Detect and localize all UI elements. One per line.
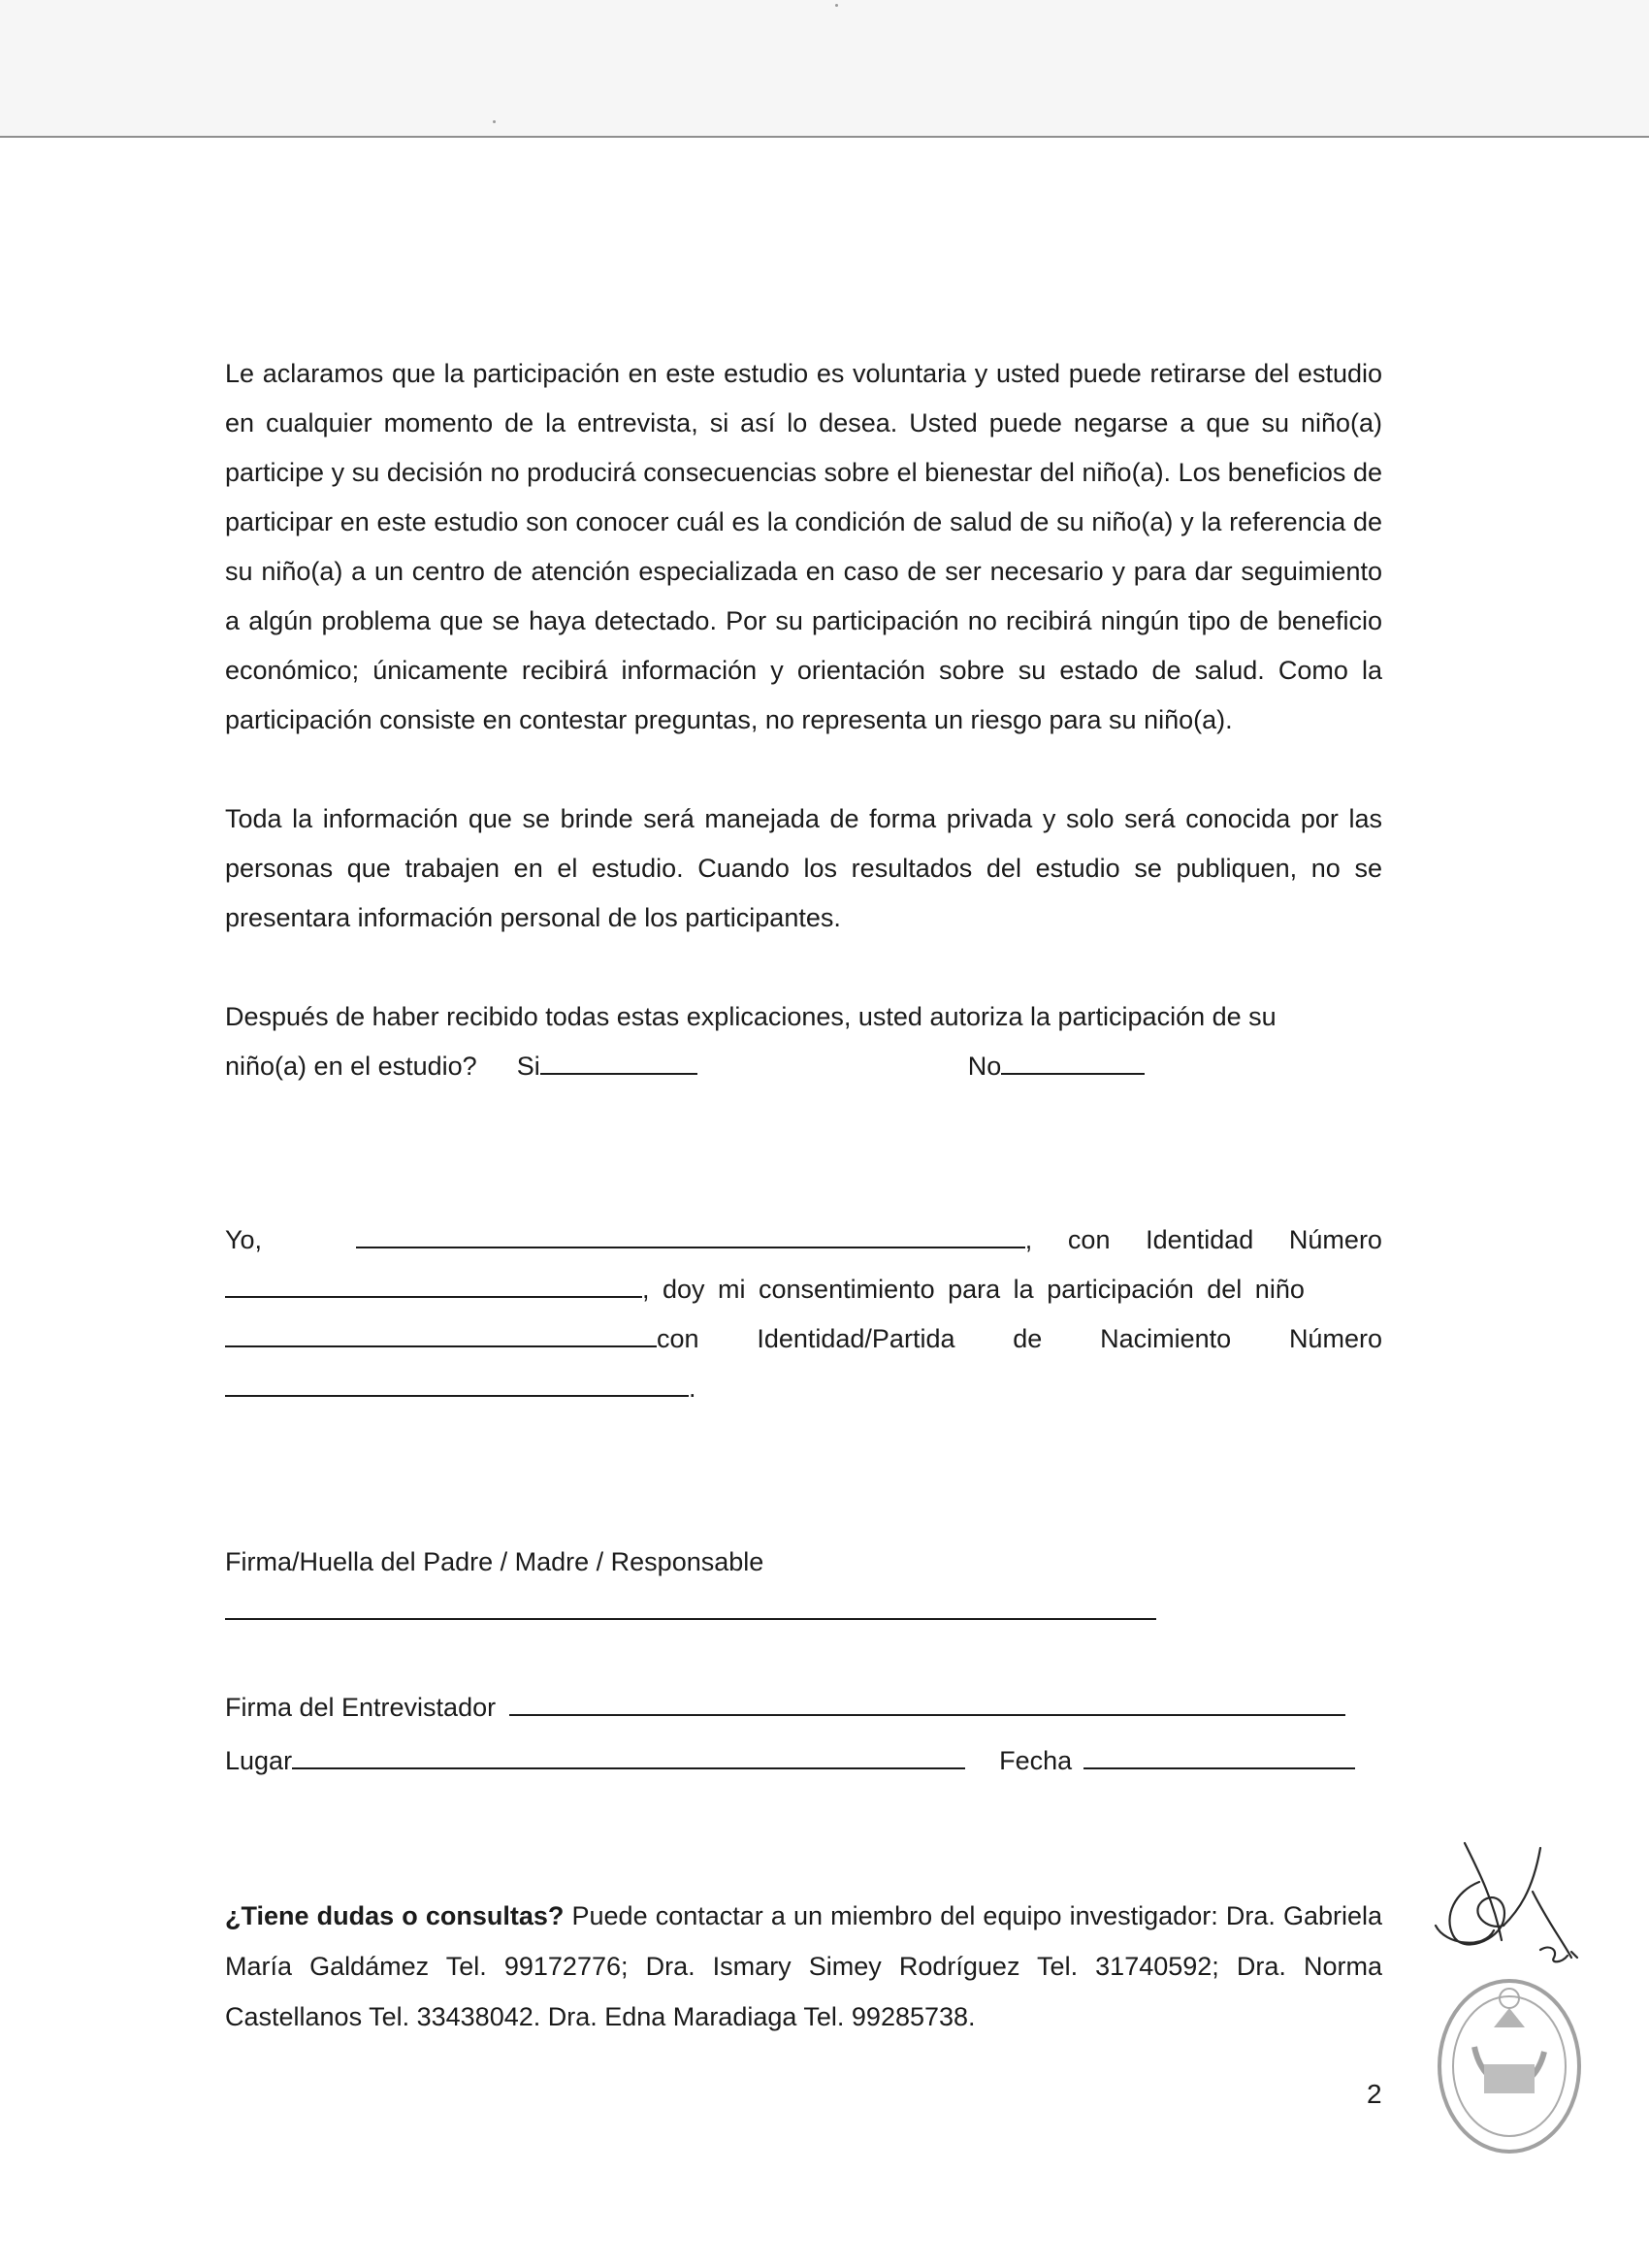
place-label: Lugar bbox=[225, 1746, 293, 1775]
child-name-blank[interactable] bbox=[225, 1324, 657, 1347]
interviewer-signature-label: Firma del Entrevistador bbox=[225, 1693, 497, 1722]
authorization-question: Después de haber recibido todas estas explicaciones, usted autoriza la participación de su bbox=[225, 1002, 1277, 1031]
comma-text: , bbox=[1024, 1225, 1033, 1254]
date-label: Fecha bbox=[999, 1746, 1073, 1775]
place-blank[interactable] bbox=[292, 1746, 965, 1769]
con-text: con bbox=[1067, 1225, 1111, 1254]
numero-text: Número bbox=[1288, 1225, 1382, 1254]
parent-signature-block bbox=[225, 1538, 1382, 1636]
consent-form-page bbox=[225, 349, 1382, 2042]
guardian-name-blank[interactable] bbox=[356, 1225, 1025, 1248]
consent-text: , doy mi consentimiento para la participación del niño bbox=[642, 1275, 1305, 1304]
no-answer-blank[interactable] bbox=[1001, 1052, 1145, 1075]
page-number: 2 bbox=[1367, 2079, 1382, 2109]
guardian-id-blank[interactable] bbox=[225, 1275, 642, 1298]
consent-line-4 bbox=[225, 1364, 1382, 1413]
contact-paragraph bbox=[225, 1891, 1382, 2042]
numero-text-2: Número bbox=[1288, 1324, 1382, 1353]
consent-line-2 bbox=[225, 1265, 1382, 1314]
con-text-2: con bbox=[657, 1324, 699, 1353]
scan-header-band bbox=[0, 0, 1649, 138]
place-date-line bbox=[225, 1736, 1382, 1786]
consent-line-1 bbox=[225, 1215, 1382, 1265]
de-text: de bbox=[1013, 1324, 1043, 1353]
signature-and-seal-image bbox=[1426, 1833, 1620, 2163]
handwritten-signature bbox=[1436, 1843, 1577, 1961]
interviewer-signature-blank[interactable] bbox=[509, 1693, 1345, 1716]
privacy-paragraph: Toda la información que se brinde será manejada de forma privada y solo será conocida por las personas que trabajen en el estudio. Cuando los resultados del estudio se publiquen, no se presentara información personal de los participantes. bbox=[225, 804, 1382, 932]
scan-speck bbox=[493, 120, 496, 123]
contact-question: ¿Tiene dudas o consultas? bbox=[225, 1901, 565, 1930]
parent-signature-label: Firma/Huella del Padre / Madre / Responsable bbox=[225, 1547, 764, 1576]
consent-line-3 bbox=[225, 1314, 1382, 1364]
authorization-answer-line bbox=[225, 1042, 1382, 1091]
date-blank[interactable] bbox=[1083, 1746, 1355, 1769]
contact-details: Puede contactar a un miembro del equipo investigador: Dra. Gabriela María Galdámez Tel. 99172776; Dra. Ismary Simey Rodríguez Tel. 31740592; Dra. Norma Castellanos Tel. 33438042. Dra. Edna Maradiaga Tel. 99285738. bbox=[225, 1901, 1382, 2031]
university-seal bbox=[1439, 1981, 1579, 2152]
period-text: . bbox=[689, 1374, 696, 1403]
child-id-blank[interactable] bbox=[225, 1374, 689, 1397]
consent-statement bbox=[225, 1215, 1382, 1413]
authorization-question-end: niño(a) en el estudio? bbox=[225, 1052, 477, 1081]
yes-answer-blank[interactable] bbox=[540, 1052, 697, 1075]
parent-signature-blank[interactable] bbox=[225, 1597, 1156, 1620]
scan-speck bbox=[835, 4, 838, 7]
voluntary-participation-paragraph: Le aclaramos que la participación en este estudio es voluntaria y usted puede retirarse del estudio en cualquier momento de la entrevista, si así lo desea. Usted puede negarse a que su niño(a) participe y su decisión no producirá consecuencias sobre el bienestar del niño(a). Los beneficios de participar en este estudio son conocer cuál es la condición de salud de su niño(a) y la referencia de su niño(a) a un centro de atención especializada en caso de ser necesario y para dar seguimiento a algún problema que se haya detectado. Por su participación no recibirá ningún tipo de beneficio económico; únicamente recibirá información y orientación sobre su estado de salud. Como la participación consiste en contestar preguntas, no representa un riesgo para su niño(a). bbox=[225, 359, 1382, 734]
yo-label: Yo, bbox=[225, 1225, 263, 1254]
authorization-block bbox=[225, 992, 1382, 1091]
identidad-text: Identidad bbox=[1146, 1225, 1254, 1254]
no-label: No bbox=[967, 1052, 1002, 1081]
nacimiento-text: Nacimiento bbox=[1100, 1324, 1232, 1353]
interviewer-signature-line bbox=[225, 1683, 1382, 1733]
identidad-partida-text: Identidad/Partida bbox=[757, 1324, 955, 1353]
yes-label: Si bbox=[516, 1052, 540, 1081]
